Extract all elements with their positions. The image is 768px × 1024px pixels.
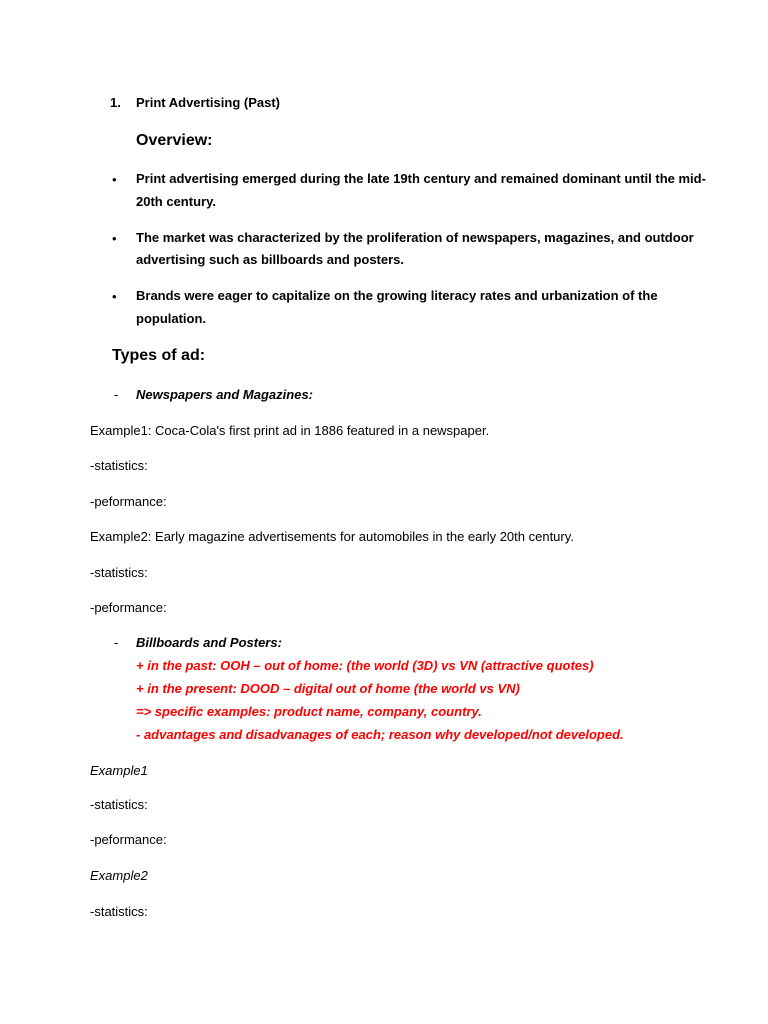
billboards-note-4: - advantages and disadvanages of each; reason why developed/not developed. bbox=[136, 727, 624, 742]
bullet-icon: • bbox=[112, 231, 117, 246]
billboards-label: Billboards and Posters: bbox=[136, 635, 282, 650]
newspapers-performance-2: -peformance: bbox=[90, 600, 167, 615]
billboards-statistics-1: -statistics: bbox=[90, 797, 148, 812]
overview-heading: Overview: bbox=[136, 132, 213, 149]
dash-marker: - bbox=[114, 635, 119, 650]
bullet-icon: • bbox=[112, 289, 117, 304]
billboards-statistics-2: -statistics: bbox=[90, 904, 148, 919]
overview-bullet-1-line-2: 20th century. bbox=[136, 194, 216, 209]
overview-bullet-3-line-1: Brands were eager to capitalize on the growing literacy rates and urbanization of the bbox=[136, 288, 658, 303]
section-title: Print Advertising (Past) bbox=[136, 95, 280, 110]
billboards-note-3: => specific examples: product name, company, country. bbox=[136, 704, 482, 719]
billboards-performance-1: -peformance: bbox=[90, 832, 167, 847]
newspapers-example-1: Example1: Coca-Cola's first print ad in 1886 featured in a newspaper. bbox=[90, 423, 490, 438]
newspapers-statistics-1: -statistics: bbox=[90, 458, 148, 473]
dash-marker: - bbox=[114, 387, 119, 402]
billboards-note-2: + in the present: DOOD – digital out of home (the world vs VN) bbox=[136, 681, 520, 696]
types-heading: Types of ad: bbox=[112, 347, 206, 364]
bullet-icon: • bbox=[112, 172, 117, 187]
billboards-example-1: Example1 bbox=[90, 763, 148, 778]
billboards-example-2: Example2 bbox=[90, 868, 148, 883]
overview-bullet-2-line-2: advertising such as billboards and posters. bbox=[136, 252, 405, 267]
newspapers-statistics-2: -statistics: bbox=[90, 565, 148, 580]
overview-bullet-2-line-1: The market was characterized by the proliferation of newspapers, magazines, and outdoor bbox=[136, 230, 694, 245]
billboards-note-1: + in the past: OOH – out of home: (the world (3D) vs VN (attractive quotes) bbox=[136, 658, 594, 673]
overview-bullet-3-line-2: population. bbox=[136, 311, 207, 326]
newspapers-label: Newspapers and Magazines: bbox=[136, 387, 313, 402]
newspapers-example-2: Example2: Early magazine advertisements for automobiles in the early 20th century. bbox=[90, 529, 574, 544]
newspapers-performance-1: -peformance: bbox=[90, 494, 167, 509]
overview-bullet-1-line-1: Print advertising emerged during the late 19th century and remained dominant until the mid- bbox=[136, 171, 706, 186]
section-number: 1. bbox=[110, 95, 121, 110]
